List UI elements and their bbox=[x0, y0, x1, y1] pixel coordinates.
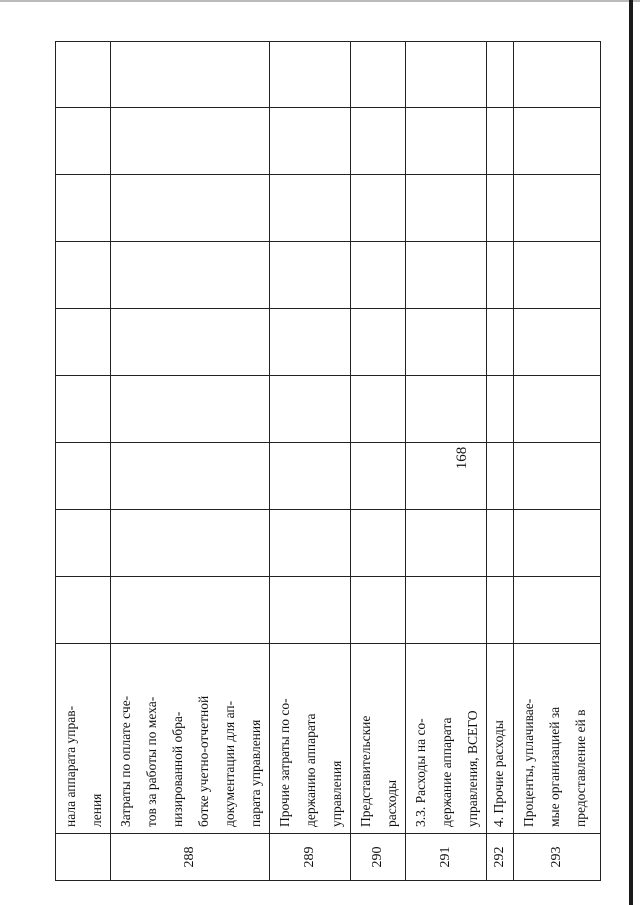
table-cell bbox=[514, 242, 601, 309]
row-number-cell: 291 bbox=[406, 834, 487, 881]
table-cell bbox=[56, 443, 111, 510]
table-cell bbox=[270, 108, 351, 175]
table-cell bbox=[111, 42, 270, 108]
name-line-text: нала аппарата управ- bbox=[63, 705, 78, 827]
row-number-cell bbox=[56, 834, 111, 881]
row-name-cell bbox=[487, 644, 514, 834]
name-line: 4. Прочие расходы bbox=[491, 720, 506, 827]
table-cell bbox=[406, 577, 487, 644]
table-cell bbox=[351, 376, 406, 443]
table-cell bbox=[270, 175, 351, 242]
name-line: расходы bbox=[384, 779, 399, 827]
table-cell bbox=[406, 242, 487, 309]
row-number-cell: 290 bbox=[351, 834, 406, 881]
table-cell bbox=[487, 376, 514, 443]
table-row bbox=[406, 42, 487, 881]
table-cell bbox=[514, 309, 601, 376]
name-line: 3.3. Расходы на со- bbox=[413, 718, 428, 827]
name-line: ботке учетно-отчетной bbox=[196, 695, 211, 827]
page-number: 168 bbox=[454, 446, 470, 470]
table-cell bbox=[514, 175, 601, 242]
table-cell bbox=[351, 443, 406, 510]
table-cell bbox=[56, 510, 111, 577]
table-row bbox=[514, 42, 601, 881]
table-cell bbox=[487, 309, 514, 376]
expense-table bbox=[55, 41, 601, 881]
table-cell bbox=[56, 376, 111, 443]
table-cell bbox=[406, 108, 487, 175]
table-cell bbox=[270, 577, 351, 644]
table-cell bbox=[487, 443, 514, 510]
name-line: парата управления bbox=[248, 719, 263, 827]
table-cell bbox=[111, 443, 270, 510]
table-cell bbox=[56, 309, 111, 376]
table-cell bbox=[406, 376, 487, 443]
table-cell bbox=[406, 443, 487, 510]
table-cell bbox=[111, 510, 270, 577]
table-cell bbox=[487, 577, 514, 644]
table-row bbox=[351, 42, 406, 881]
table-cell bbox=[111, 309, 270, 376]
table-cell bbox=[56, 108, 111, 175]
row-number-cell: 292 bbox=[487, 834, 514, 881]
table-cell bbox=[406, 510, 487, 577]
table-cell bbox=[56, 242, 111, 309]
row-number-cell: 293 bbox=[514, 834, 601, 881]
table-cell bbox=[111, 242, 270, 309]
name-line: ления bbox=[89, 793, 104, 827]
table-row bbox=[487, 42, 514, 881]
table-cell bbox=[487, 108, 514, 175]
table-cell bbox=[111, 175, 270, 242]
table-cell bbox=[111, 577, 270, 644]
table-cell bbox=[351, 510, 406, 577]
table-cell bbox=[351, 108, 406, 175]
name-line: управления, ВСЕГО bbox=[465, 710, 480, 827]
name-line: Затраты по оплате сче- bbox=[118, 695, 133, 827]
table-cell bbox=[514, 42, 601, 108]
row-name-cell bbox=[270, 644, 351, 834]
row-name-cell bbox=[351, 644, 406, 834]
table-cell bbox=[56, 175, 111, 242]
name-line: документации для ап- bbox=[222, 700, 237, 827]
table-cell bbox=[487, 242, 514, 309]
table-cell bbox=[514, 376, 601, 443]
name-line: Прочие затраты по со- bbox=[277, 698, 292, 827]
table-cell bbox=[406, 42, 487, 108]
row-name-cell bbox=[111, 644, 270, 834]
table-cell bbox=[351, 577, 406, 644]
row-number-cell: 288 bbox=[111, 834, 270, 881]
table-cell bbox=[270, 42, 351, 108]
table-cell bbox=[270, 309, 351, 376]
table-cell bbox=[406, 309, 487, 376]
table-cell bbox=[351, 242, 406, 309]
table-row bbox=[111, 42, 270, 881]
table-cell bbox=[514, 443, 601, 510]
row-name-cell bbox=[406, 644, 487, 834]
table-cell bbox=[56, 577, 111, 644]
table-cell bbox=[270, 376, 351, 443]
name-line: тов за работы по меха- bbox=[144, 696, 159, 827]
table-cell bbox=[351, 309, 406, 376]
row-name-cell bbox=[56, 644, 111, 834]
table-cell bbox=[56, 42, 111, 108]
table-cell bbox=[514, 510, 601, 577]
table-cell bbox=[270, 510, 351, 577]
table-cell bbox=[487, 510, 514, 577]
table-cell bbox=[111, 376, 270, 443]
table-cell bbox=[514, 108, 601, 175]
table-cell bbox=[351, 42, 406, 108]
name-line: управления bbox=[329, 760, 344, 827]
table-cell bbox=[111, 108, 270, 175]
name-line: низированной обра- bbox=[170, 711, 185, 827]
name-line: Проценты, уплачивае- bbox=[521, 698, 536, 827]
table-row bbox=[270, 42, 351, 881]
table-cell bbox=[487, 42, 514, 108]
name-line: мые организацией за bbox=[547, 706, 562, 827]
row-name-cell bbox=[514, 644, 601, 834]
table-cell bbox=[406, 175, 487, 242]
table-cell bbox=[270, 443, 351, 510]
table-row bbox=[56, 42, 111, 881]
table-cell bbox=[351, 175, 406, 242]
table-cell bbox=[514, 577, 601, 644]
name-line: предоставление ей в bbox=[573, 709, 588, 827]
name-line: держание аппарата bbox=[439, 717, 454, 827]
table-cell bbox=[270, 242, 351, 309]
name-line bbox=[58, 649, 84, 827]
table-cell bbox=[487, 175, 514, 242]
name-line: Представительские bbox=[358, 715, 373, 827]
name-line: держанию аппарата bbox=[303, 713, 318, 827]
row-number-cell: 289 bbox=[270, 834, 351, 881]
